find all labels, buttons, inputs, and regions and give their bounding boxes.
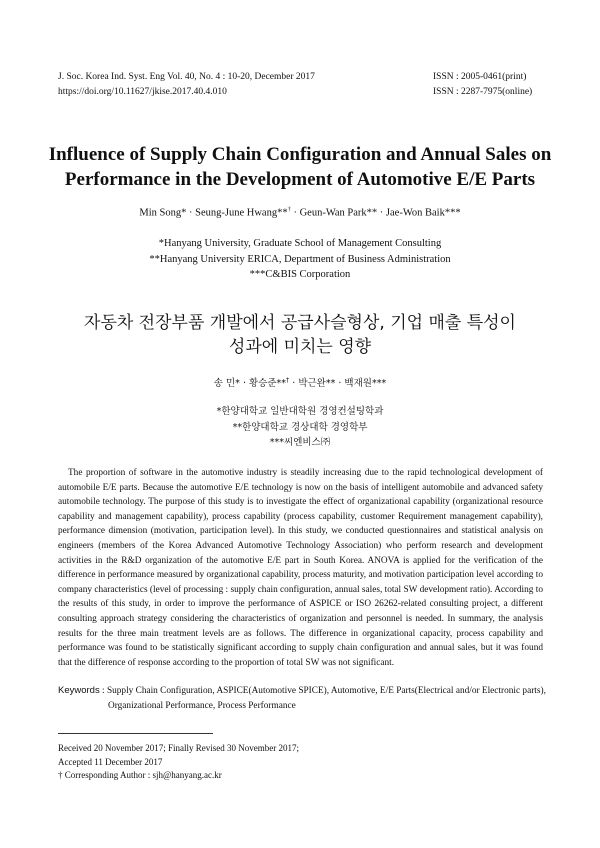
title-ko-line2: 성과에 미치는 영향 xyxy=(228,337,372,357)
corresponding-dagger-ko: † xyxy=(286,375,290,384)
authors-english xyxy=(0,206,600,219)
issn-online: ISSN : 2287-7975(online) xyxy=(433,87,533,97)
keywords-block xyxy=(58,684,548,713)
authors-korean xyxy=(0,375,600,389)
keywords-separator: : xyxy=(99,686,107,696)
title-en-line2: Performance in the Development of Automotive E/E Parts xyxy=(64,169,536,190)
paper-title-english xyxy=(0,142,600,192)
footnote-divider xyxy=(58,733,213,734)
affiliations-korean xyxy=(0,404,600,451)
affiliation-ko-3: ***씨엔비스㈜ xyxy=(269,437,331,448)
affiliation-en-1: *Hanyang University, Graduate School of Management Consulting xyxy=(158,238,442,249)
footnote-received: Received 20 November 2017; Finally Revised 30 November 2017; xyxy=(58,743,299,753)
affiliations-english xyxy=(0,236,600,283)
doi-link[interactable]: https://doi.org/10.11627/jkise.2017.40.4.010 xyxy=(58,87,227,97)
journal-header-right xyxy=(433,70,532,100)
abstract-text: The proportion of software in the automotive industry is steadily increasing due to the rapid technological development of automobile E/E parts. Because the automotive E/E technology is now on the basis of intelligent automobile and advanced safety automobile technology. The purpose of this study is to investigate the effect of organizational capability (organizational resource capability and management capability), process capability (process capability, customer Requirement management capability), performance dimension (motivation, participation level). In this study, we conducted questionnaires and statistical analysis on engineers (members of the Korea Advanced Automotive Technology Association) who perform research and development activities in the R&D organization of the automotive E/E part in South Korea. ANOVA is applied for the verification of the difference in performance measured by organizational capability, process maturity, and motivation participation level according to company characteristics (level of processing : supply chain configuration, annual sales, total SW development ratio). According to the results of this study, in order to improve the performance of ASPICE or ISO 26262-related consulting project, a different consulting approach strategy considering the characteristics of organization and personnel is needed. In summary, the analysis results for the three main treatment levels are as follows. The difference in organizational capacity, process capability and performance was found to be statistically significant according to supply chain configuration and annual sales, but it was found that the difference of response according to the proportion of total SW was not significant. xyxy=(58,468,543,668)
keywords-line1: Supply Chain Configuration, ASPICE(Automotive SPICE), Automotive, E/E Parts(Electrical and/or Electronic parts), xyxy=(106,686,546,696)
title-en-line1: Influence of Supply Chain Configuration and Annual Sales on xyxy=(48,144,552,165)
paper-title-korean xyxy=(0,311,600,359)
title-ko-line1: 자동차 전장부품 개발에서 공급사슬형상, 기업 매출 특성이 xyxy=(84,313,516,333)
footnote-accepted: Accepted 11 December 2017 xyxy=(58,756,163,767)
keywords-label: Keywords xyxy=(58,685,100,696)
journal-header-left xyxy=(58,70,315,100)
authors-ko-part1: 송 민* · 황승준** xyxy=(213,378,287,389)
affiliation-ko-2: **한양대학교 경상대학 경영학부 xyxy=(232,421,368,433)
issn-print: ISSN : 2005-0461(print) xyxy=(433,72,527,82)
corresponding-dagger: † xyxy=(287,206,291,213)
authors-en-part2: · Geun-Wan Park** · Jae-Won Baik*** xyxy=(290,207,461,219)
affiliation-en-3: ***C&BIS Corporation xyxy=(249,269,351,280)
footnote-corresponding-author: † Corresponding Author : sjh@hanyang.ac.kr xyxy=(58,770,222,780)
authors-ko-part2: · 박근완** · 백재원*** xyxy=(289,378,387,389)
keywords-line2: Organizational Performance, Process Performance xyxy=(108,700,296,711)
journal-citation: J. Soc. Korea Ind. Syst. Eng Vol. 40, No. 4 : 10-20, December 2017 xyxy=(58,72,315,82)
authors-en-part1: Min Song* · Seung-June Hwang** xyxy=(139,207,288,219)
footnotes xyxy=(58,742,299,783)
affiliation-ko-1: *한양대학교 일반대학원 경영컨설팅학과 xyxy=(216,406,384,417)
affiliation-en-2: **Hanyang University ERICA, Department of Business Administration xyxy=(149,253,451,265)
